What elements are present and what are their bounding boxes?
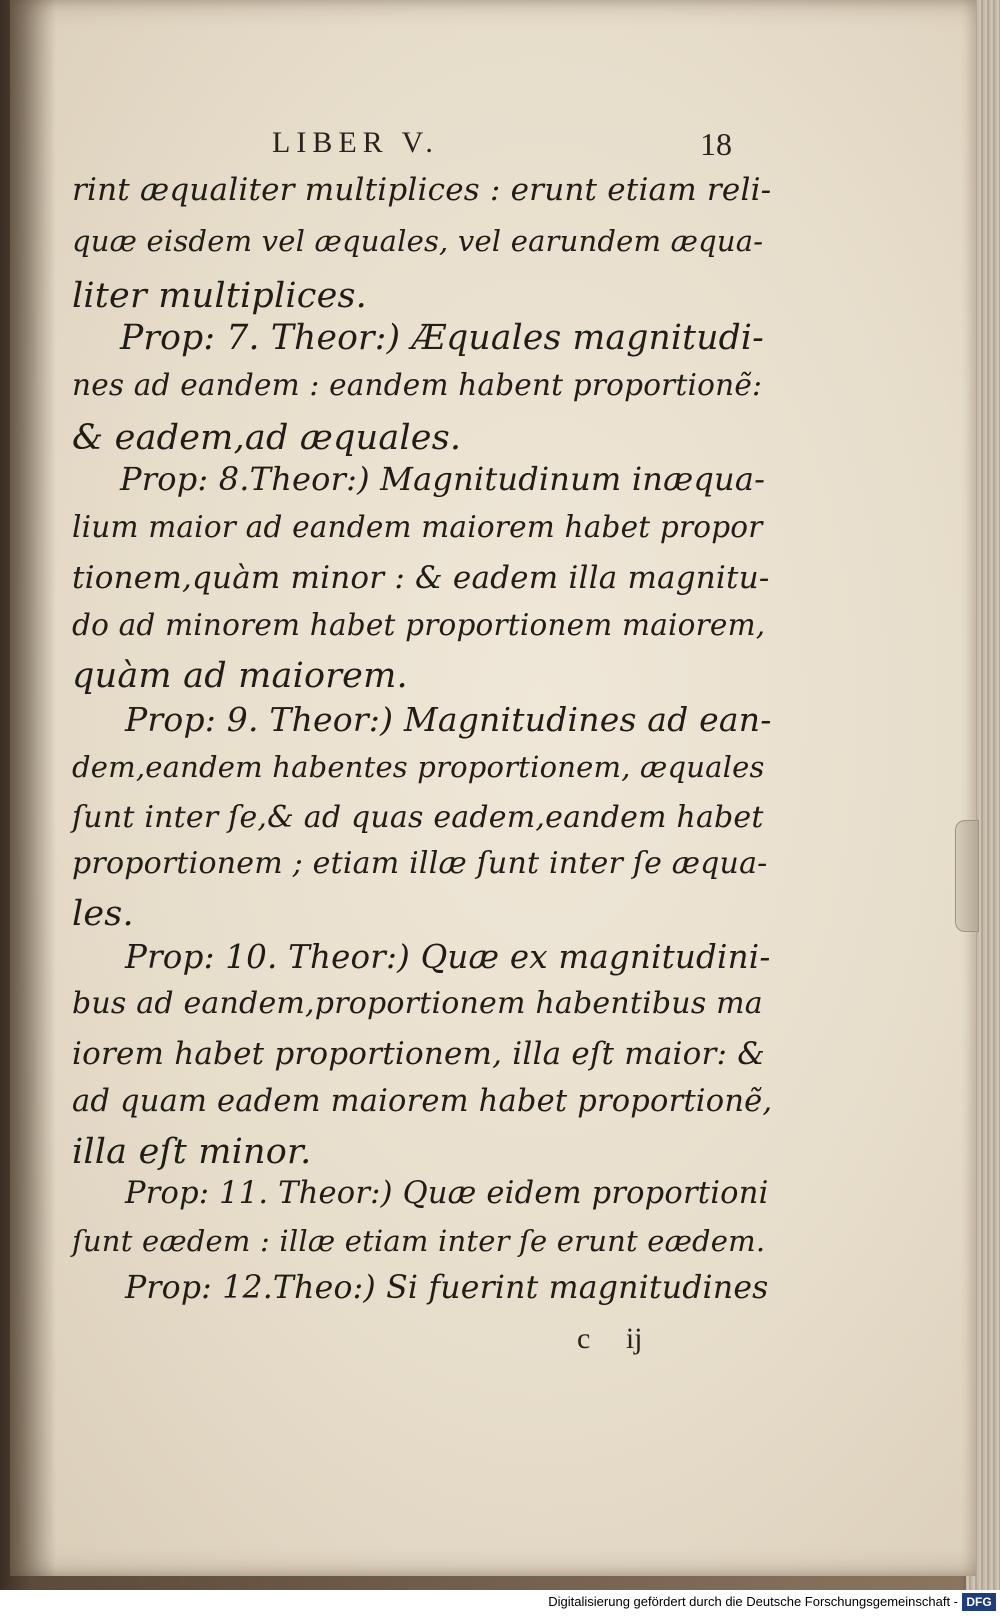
text-line: iorem habet proportionem, illa eſt maior: & xyxy=(72,1036,766,1072)
text-line: quàm ad maiorem. xyxy=(72,656,408,696)
text-line: Prop: 9. Theor:) Magnitudines ad ean- xyxy=(125,700,772,739)
text-line: liter multiplices. xyxy=(72,276,367,316)
text-line: quæ eisdem vel æquales, vel earundem æqua- xyxy=(72,224,764,258)
text-line: tionem,quàm minor : & eadem illa magnitu- xyxy=(72,560,770,596)
page-number: 18 xyxy=(700,126,732,162)
text-line: Prop: 11. Theor:) Quæ eidem proportioni xyxy=(125,1176,769,1211)
dfg-logo-icon: DFG xyxy=(962,1593,996,1611)
text-line: nes ad eandem : eandem habent proportionẽ: xyxy=(72,368,763,402)
text-line: proportionem ; etiam illæ ſunt inter ſe æqua- xyxy=(72,846,768,881)
text-line: ſunt eædem : illæ etiam inter ſe erunt eædem. xyxy=(72,1224,766,1258)
text-line: do ad minorem habet proportionem maiorem, xyxy=(72,608,766,642)
book-page xyxy=(10,0,976,1576)
page-tab-marker xyxy=(955,820,979,932)
text-line: ſunt inter ſe,& ad quas eadem,eandem habet xyxy=(72,800,764,835)
text-line: lium maior ad eandem maiorem habet propor xyxy=(72,510,763,544)
text-line: les. xyxy=(72,894,134,934)
running-head: LIBER V. xyxy=(272,126,439,159)
text-line: illa eſt minor. xyxy=(72,1132,312,1172)
text-line: Prop: 12.Theo:) Si fuerint magnitudines xyxy=(125,1270,769,1306)
gutter-shadow xyxy=(10,0,56,1576)
text-line: Prop: 7. Theor:) Æquales magnitudi- xyxy=(120,318,765,358)
text-line: Prop: 8.Theor:) Magnitudinum inæqua- xyxy=(120,460,766,498)
text-line: & eadem,ad æquales. xyxy=(72,418,462,458)
text-line: dem,eandem habentes proportionem, æquales xyxy=(72,750,765,784)
text-line: ad quam eadem maiorem habet proportionẽ, xyxy=(72,1084,773,1119)
text-line: bus ad eandem,proportionem habentibus ma xyxy=(72,986,763,1021)
signature-mark: c ij xyxy=(577,1322,643,1355)
text-line: Prop: 10. Theor:) Quæ ex magnitudini- xyxy=(125,938,771,976)
text-line: rint æqualiter multiplices : erunt etiam reli- xyxy=(72,172,772,208)
footer-credit: Digitalisierung gefördert durch die Deutsche Forschungsgemeinschaft - xyxy=(548,1594,958,1609)
footer-bar xyxy=(0,1590,1000,1616)
